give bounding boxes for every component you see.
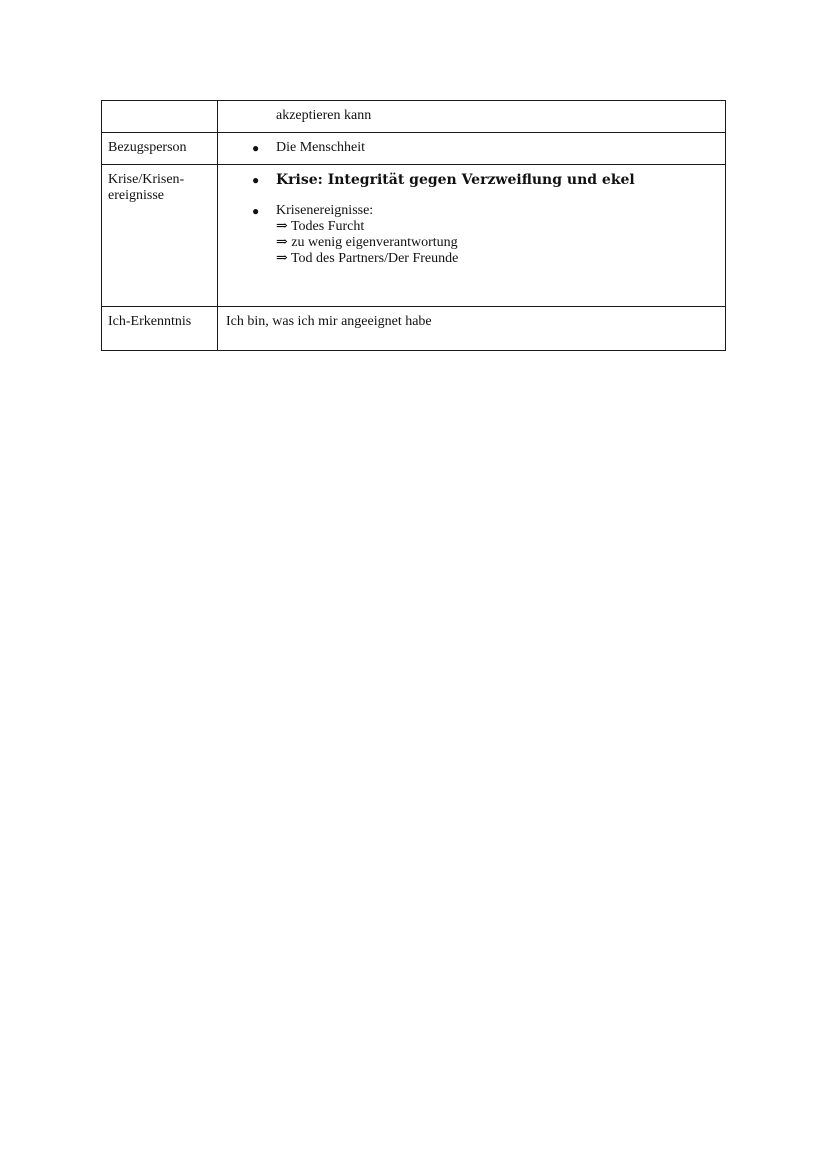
bullet-heading: Krisenereignisse:: [276, 203, 374, 218]
row-label: Bezugsperson: [108, 140, 187, 155]
table-row: [102, 133, 726, 165]
bullet-icon: ●: [252, 141, 260, 155]
row-content-cell: [218, 101, 726, 133]
continued-text: akzeptieren kann: [276, 108, 372, 123]
row-label-cell: [102, 133, 218, 165]
list-item: [226, 203, 717, 267]
row-content-cell: [218, 165, 726, 307]
row-label-cell: [102, 307, 218, 351]
bullet-icon: ●: [252, 204, 260, 218]
stages-table: [101, 100, 726, 351]
list-item: [226, 172, 717, 189]
bullet-text: Die Menschheit: [276, 140, 366, 155]
sub-item: ⇒ Todes Furcht: [276, 219, 365, 234]
row-content-text: Ich bin, was ich mir angeeignet habe: [226, 314, 432, 329]
row-label: Krise/Krisen-ereignisse: [108, 172, 185, 203]
bullet-bold-text: Krise: Integrität gegen Verzweiflung und ekel: [276, 172, 635, 188]
table-row: [102, 165, 726, 307]
sub-item: ⇒ zu wenig eigenverantwortung: [276, 235, 458, 250]
table-row: [102, 307, 726, 351]
sub-item: ⇒ Tod des Partners/Der Freunde: [276, 251, 459, 266]
bullet-icon: ●: [252, 173, 260, 187]
row-label-cell: [102, 165, 218, 307]
row-content-cell: [218, 307, 726, 351]
table-row: [102, 101, 726, 133]
list-item: [226, 140, 717, 156]
row-label: Ich-Erkenntnis: [108, 314, 192, 329]
row-content-cell: [218, 133, 726, 165]
row-label-cell: [102, 101, 218, 133]
